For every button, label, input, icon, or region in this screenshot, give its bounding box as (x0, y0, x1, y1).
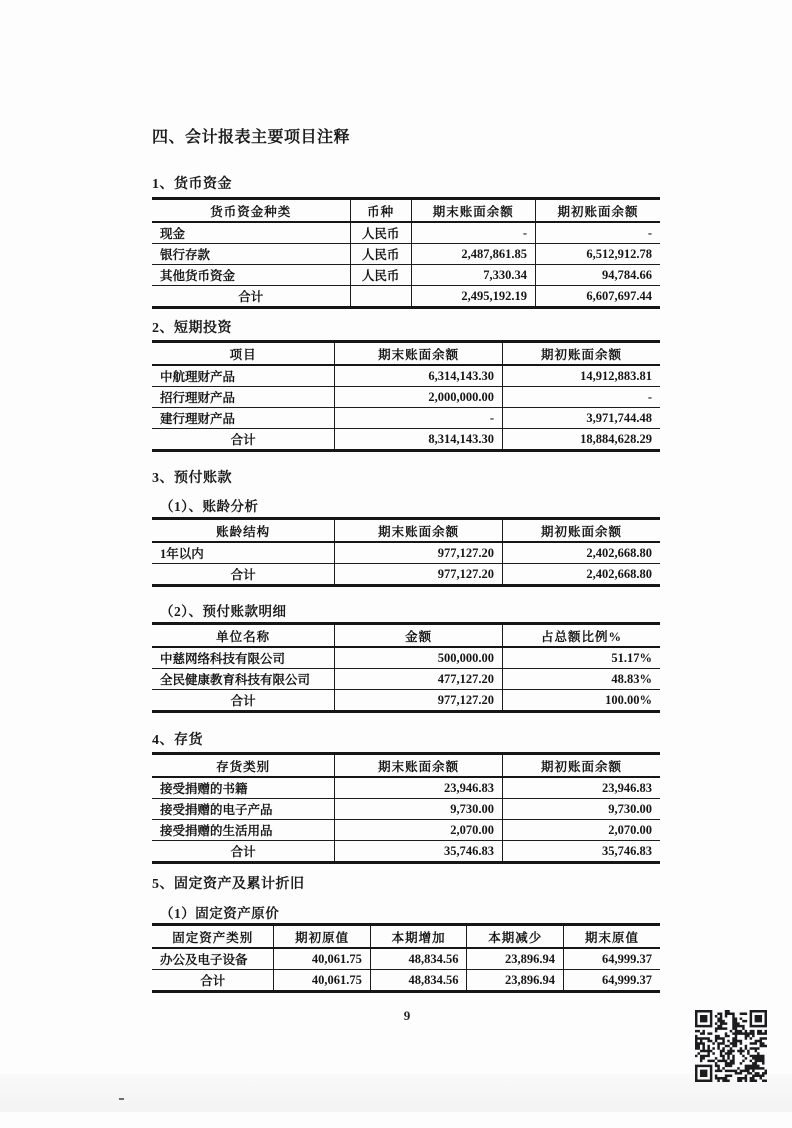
table-row (152, 799, 660, 820)
table-cell: - (411, 222, 535, 244)
table-cell: 40,061.75 (274, 970, 371, 992)
table-cell: 合计 (152, 564, 335, 586)
column-header: 存货类别 (152, 754, 335, 778)
table-cell: 48.83% (503, 669, 661, 690)
table-cell: 现金 (152, 222, 350, 244)
table-row (152, 408, 660, 429)
column-header: 期末原值 (563, 925, 660, 949)
section-heading-fixed-assets: 5、固定资产及累计折旧 (152, 877, 305, 892)
table-cell: 办公及电子设备 (152, 948, 274, 970)
section-heading-monetary-funds: 1、货币资金 (152, 177, 232, 192)
column-header: 期初账面余额 (503, 519, 661, 543)
table-cell: - (335, 408, 503, 429)
monetary-funds-table (152, 197, 660, 309)
table-cell: 合计 (152, 841, 335, 863)
aging-analysis-table (152, 517, 660, 587)
column-header: 期初原值 (274, 925, 371, 949)
table-header-row (152, 754, 660, 778)
column-header: 期末账面余额 (411, 199, 535, 223)
table-cell: 35,746.83 (335, 841, 503, 863)
table-cell: 2,070.00 (335, 820, 503, 841)
column-header: 本期增加 (370, 925, 467, 949)
table-cell: 7,330.34 (411, 265, 535, 286)
table-cell: 6,512,912.78 (536, 244, 660, 265)
total-row (152, 564, 660, 586)
table-cell: 招行理财产品 (152, 387, 335, 408)
column-header: 账龄结构 (152, 519, 335, 543)
table-cell: 2,000,000.00 (335, 387, 503, 408)
subsection-heading-aging-analysis: （1）、账龄分析 (160, 499, 259, 514)
page-title: 四、会计报表主要项目注释 (152, 129, 351, 146)
table-cell: 人民币 (350, 265, 411, 286)
table-cell: 94,784.66 (536, 265, 660, 286)
table-row (152, 542, 660, 564)
table-cell: 48,834.56 (370, 948, 467, 970)
table-cell: 接受捐赠的生活用品 (152, 820, 335, 841)
inventory-table (152, 752, 660, 864)
column-header: 本期减少 (467, 925, 564, 949)
total-row (152, 841, 660, 863)
table-cell: 6,314,143.30 (335, 365, 503, 387)
table-header-row (152, 519, 660, 543)
table-cell: 人民币 (350, 244, 411, 265)
column-header: 期末账面余额 (335, 519, 503, 543)
total-row (152, 690, 660, 712)
subsection-heading-prepayment-details: （2）、预付账款明细 (160, 604, 287, 619)
table-cell: 合计 (152, 286, 350, 308)
table-cell: 100.00% (503, 690, 661, 712)
table-cell: 23,896.94 (467, 970, 564, 992)
table-cell: 接受捐赠的书籍 (152, 777, 335, 799)
table-row (152, 387, 660, 408)
table-cell: 23,946.83 (602, 780, 652, 795)
column-header: 期初账面余额 (503, 342, 661, 366)
table-cell: 其他货币资金 (152, 265, 350, 286)
table-cell: 中航理财产品 (152, 365, 335, 387)
table-row (152, 265, 660, 286)
table-cell: 中慈网络科技有限公司 (152, 647, 335, 669)
subsection-heading-fixed-assets-original-cost: （1）固定资产原价 (160, 906, 280, 921)
table-row (152, 820, 660, 841)
table-cell: 48,834.56 (370, 970, 467, 992)
table-row (152, 647, 660, 669)
table-row (152, 222, 660, 244)
total-row (152, 970, 660, 992)
table-cell (350, 286, 411, 308)
table-cell: 23,896.94 (467, 948, 564, 970)
scan-shadow (0, 1074, 792, 1112)
prepayment-details-table (152, 622, 660, 713)
table-row (152, 244, 660, 265)
table-header-row (152, 925, 660, 949)
table-header-row (152, 199, 660, 223)
table-cell: 2,487,861.85 (411, 244, 535, 265)
column-header: 单位名称 (152, 624, 335, 648)
table-row (152, 669, 660, 690)
table-cell: 35,746.83 (503, 841, 661, 863)
column-header: 期初账面余额 (503, 754, 661, 778)
table-cell: 接受捐赠的电子产品 (152, 799, 335, 820)
column-header: 期末账面余额 (335, 342, 503, 366)
page-content (152, 128, 660, 993)
column-header: 项目 (152, 342, 335, 366)
table-cell: - (503, 387, 661, 408)
column-header: 币种 (350, 199, 411, 223)
scan-artifact (119, 1098, 124, 1100)
table-cell: 18,884,628.29 (503, 429, 661, 451)
table-cell: 23,946.83 (335, 777, 503, 799)
fixed-assets-original-cost-table (152, 923, 660, 993)
table-cell: 人民币 (350, 222, 411, 244)
table-cell: 2,402,668.80 (586, 545, 652, 560)
table-header-row (152, 342, 660, 366)
table-cell: 1年以内 (152, 542, 335, 564)
short-term-investments-table (152, 340, 660, 452)
table-cell: 51.17% (611, 650, 652, 665)
table-cell: 9,730.00 (503, 799, 661, 820)
table-cell: 977,127.20 (335, 564, 503, 586)
table-cell: 2,402,668.80 (503, 564, 661, 586)
table-cell: 合计 (152, 970, 274, 992)
column-header: 金额 (335, 624, 503, 648)
total-row (152, 429, 660, 451)
qr-code-image (695, 1010, 767, 1082)
table-cell: 合计 (152, 690, 335, 712)
table-cell: 40,061.75 (274, 948, 371, 970)
table-cell: 477,127.20 (335, 669, 503, 690)
section-heading-prepayments: 3、预付账款 (152, 471, 232, 486)
column-header: 固定资产类别 (152, 925, 274, 949)
table-row (152, 777, 660, 799)
table-cell: 银行存款 (152, 244, 350, 265)
table-cell: 9,730.00 (335, 799, 503, 820)
page-number: 9 (403, 1008, 411, 1023)
column-header: 占总额比例% (503, 624, 661, 648)
column-header: 货币资金种类 (152, 199, 350, 223)
table-cell: 977,127.20 (335, 690, 503, 712)
section-heading-short-term-investments: 2、短期投资 (152, 321, 232, 336)
table-cell: 977,127.20 (335, 542, 503, 564)
table-cell: 2,070.00 (503, 820, 661, 841)
table-cell: 500,000.00 (335, 647, 503, 669)
table-cell: 64,999.37 (563, 970, 660, 992)
table-cell: 64,999.37 (602, 951, 652, 966)
table-cell: 建行理财产品 (152, 408, 335, 429)
table-cell: 14,912,883.81 (580, 368, 652, 383)
table-cell: 3,971,744.48 (503, 408, 661, 429)
table-cell: 合计 (152, 429, 335, 451)
table-row (152, 948, 660, 970)
column-header: 期末账面余额 (335, 754, 503, 778)
table-cell: 2,495,192.19 (411, 286, 535, 308)
total-row (152, 286, 660, 308)
table-cell: 8,314,143.30 (335, 429, 503, 451)
table-cell: 6,607,697.44 (536, 286, 660, 308)
column-header: 期初账面余额 (536, 199, 660, 223)
table-header-row (152, 624, 660, 648)
table-row (152, 365, 660, 387)
table-cell: 全民健康教育科技有限公司 (152, 669, 335, 690)
table-cell: - (647, 225, 652, 240)
section-heading-inventory: 4、存货 (152, 733, 203, 748)
